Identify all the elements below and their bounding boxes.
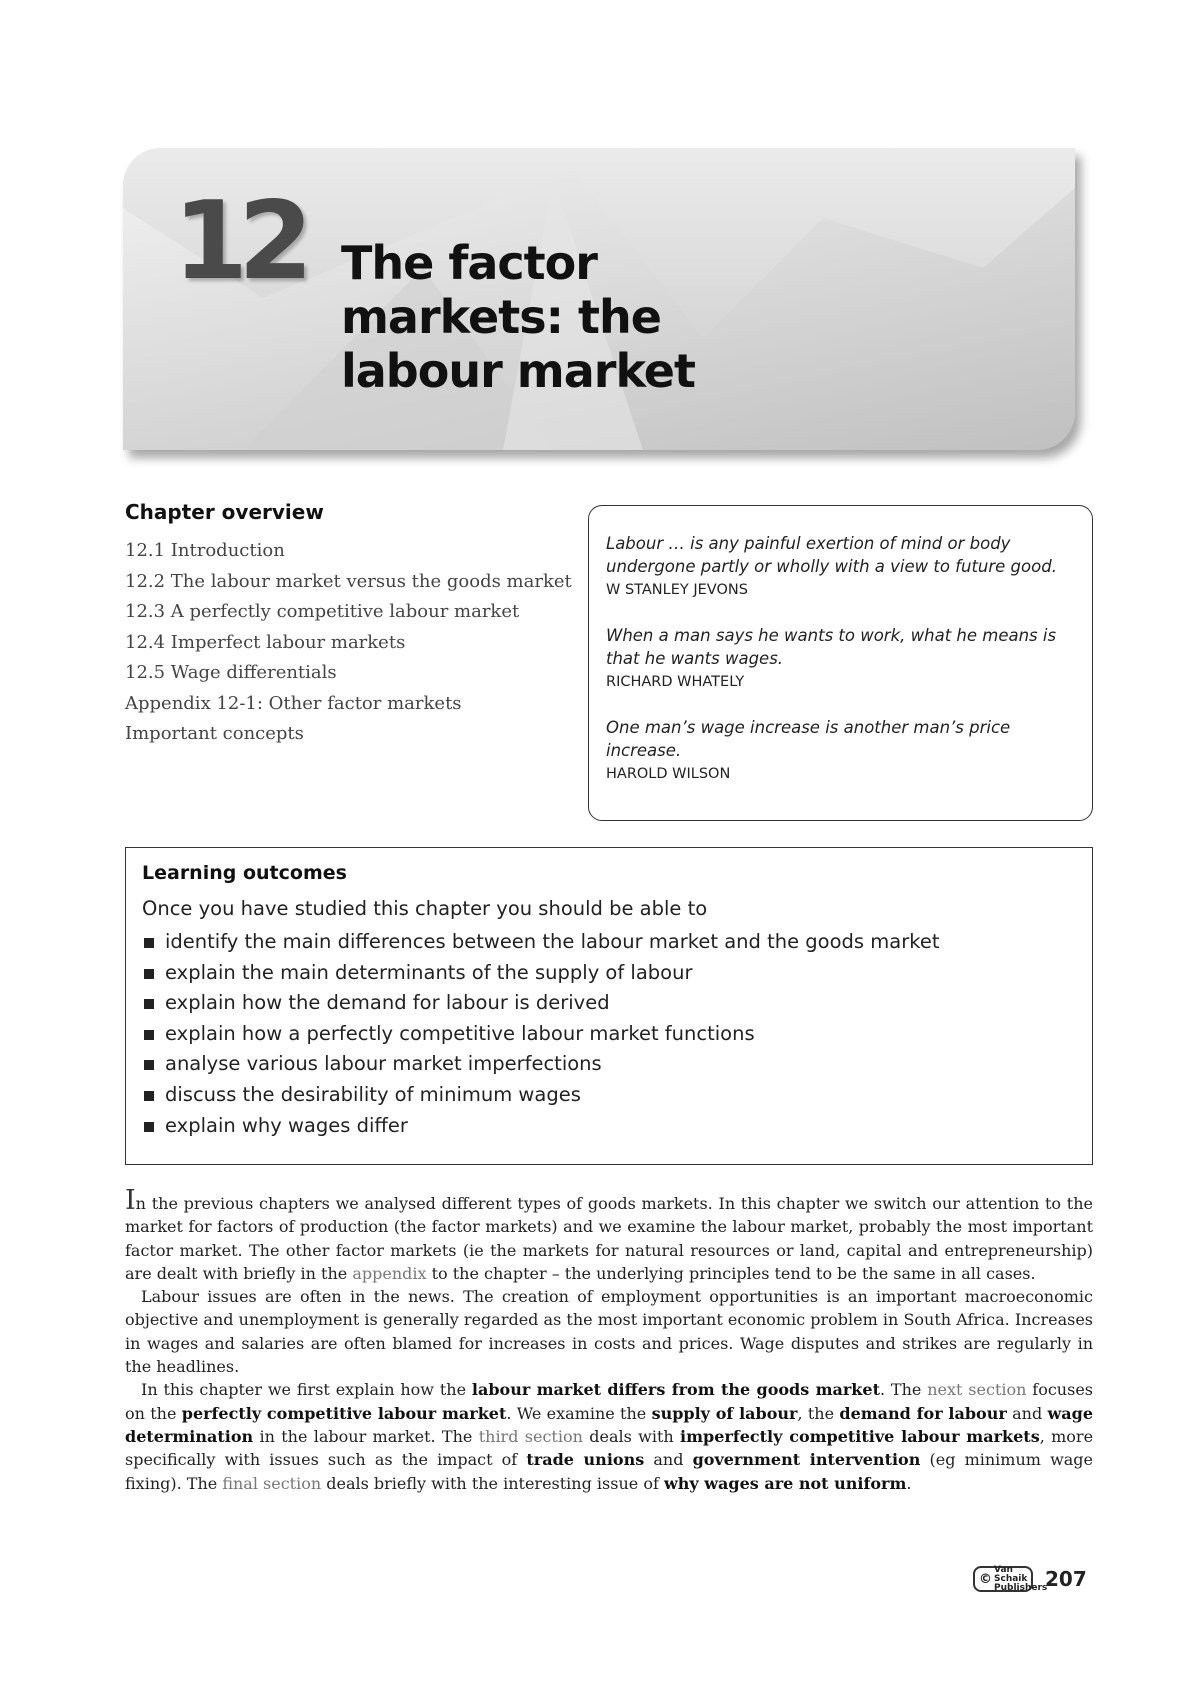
overview-item: Appendix 12-1: Other factor markets [125, 692, 462, 714]
publisher-logo-line: Van Schaik [994, 1564, 1028, 1584]
quote [606, 716, 1076, 784]
chapter-title-line: labour market [341, 344, 695, 398]
chapter-title [341, 236, 861, 398]
quote-author: RICHARD WHATELY [606, 674, 745, 690]
square-bullet-icon [144, 1060, 154, 1070]
text-run: , the [797, 1403, 840, 1423]
chapter-overview [125, 500, 585, 750]
outcomes-intro: Once you have studied this chapter you should be able to [142, 897, 708, 920]
text-run: focuses on the [125, 1380, 1094, 1423]
square-bullet-icon [144, 1091, 154, 1101]
text-run: (eg minimum wage fixing). The [125, 1450, 1094, 1493]
cross-reference-link[interactable]: final section [222, 1473, 322, 1493]
outcome-text: explain how the demand for labour is derived [165, 991, 610, 1015]
quote [606, 624, 1076, 692]
outcomes-list [142, 927, 1076, 1141]
outcome-item [142, 1080, 1076, 1111]
outcome-text: discuss the desirability of minimum wages [165, 1082, 581, 1106]
outcome-item [142, 1111, 1076, 1142]
chapter-title-line: markets: the [341, 290, 661, 344]
square-bullet-icon [144, 1030, 154, 1040]
chapter-number: 12 [173, 179, 304, 304]
text-run: and [644, 1450, 693, 1470]
paragraph [125, 1185, 1093, 1285]
quote-text: Labour … is any painful exertion of mind or body undergone partly or wholly with a view to future good. [606, 534, 1057, 576]
publisher-logo-text [994, 1566, 1047, 1593]
text-run: n the previous chapters we analysed different types of goods markets. In this chapter we switch our attention to the market for factors of production (the factor markets) and we examine the labour market, probably the most important factor market. The other factor markets (ie the markets for natural resources or land, capital and entrepreneurship) are dealt with briefly in the [125, 1194, 1093, 1283]
quotes-box [588, 505, 1093, 821]
bold-term: wage determination [125, 1403, 1094, 1446]
outcome-item [142, 927, 1076, 958]
learning-outcomes-box [125, 847, 1093, 1165]
square-bullet-icon [144, 938, 154, 948]
outcome-text: explain the main determinants of the supply of labour [165, 960, 693, 984]
bold-term: government intervention [692, 1450, 921, 1470]
square-bullet-icon [144, 999, 154, 1009]
square-bullet-icon [144, 1122, 154, 1132]
bold-term: demand for labour [839, 1403, 1007, 1423]
quote-text: One man’s wage increase is another man’s price increase. [606, 718, 1011, 760]
text-run: and [1006, 1403, 1048, 1423]
page-footer [973, 1566, 1087, 1592]
overview-heading: Chapter overview [125, 500, 324, 524]
overview-item: Important concepts [125, 723, 304, 744]
cross-reference-link[interactable]: appendix [352, 1263, 427, 1283]
overview-item: 12.5 Wage differentials [125, 662, 337, 683]
overview-item: 12.4 Imperfect labour markets [125, 631, 406, 653]
page-number: 207 [1045, 1567, 1087, 1591]
quote [606, 532, 1076, 600]
drop-cap: I [125, 1185, 136, 1216]
bold-term: trade unions [526, 1450, 645, 1470]
outcome-item [142, 988, 1076, 1019]
quote-text: When a man says he wants to work, what he means is that he wants wages. [606, 626, 1057, 668]
text-run: deals with [582, 1426, 681, 1446]
outcome-item [142, 1019, 1076, 1050]
outcome-text: analyse various labour market imperfections [165, 1052, 602, 1076]
text-run: . The [879, 1380, 928, 1400]
bold-term: labour market differs from the goods market [471, 1380, 880, 1400]
body-text [125, 1185, 1094, 1495]
text-run: to the chapter – the underlying principles tend to be the same in all cases. [426, 1263, 1036, 1283]
quote-author: W STANLEY JEVONS [606, 582, 748, 598]
copyright-icon: © [979, 1571, 992, 1587]
outcomes-heading: Learning outcomes [142, 862, 347, 884]
bold-term: imperfectly competitive labour markets [680, 1426, 1040, 1446]
outcome-text: explain how a perfectly competitive labour market functions [165, 1021, 755, 1045]
overview-item: 12.2 The labour market versus the goods market [125, 570, 572, 592]
chapter-title-line: The factor [341, 236, 597, 290]
overview-item: 12.3 A perfectly competitive labour market [125, 601, 520, 622]
bold-term: supply of labour [651, 1403, 798, 1423]
overview-list [125, 536, 585, 750]
text-run: in the labour market. The [253, 1426, 479, 1446]
paragraph: Labour issues are often in the news. The creation of employment opportunities is an important macroeconomic objective and unemployment is generally regarded as the most important economic problem in South Africa. Increases in wages and salaries are often blamed for increases in costs and prices. Wage disputes and strikes are regularly in the headlines. [125, 1287, 1093, 1377]
cross-reference-link[interactable]: third section [478, 1426, 583, 1446]
paragraph [125, 1378, 1093, 1494]
text-run: . We examine the [506, 1403, 652, 1423]
text-run: deals briefly with the interesting issue of [321, 1473, 664, 1493]
bold-term: perfectly competitive labour market [181, 1403, 507, 1423]
outcome-text: explain why wages differ [165, 1113, 408, 1137]
chapter-banner [123, 148, 1075, 450]
overview-item: 12.1 Introduction [125, 540, 285, 561]
outcome-text: identify the main differences between the labour market and the goods market [165, 930, 940, 953]
outcome-item [142, 958, 1076, 989]
quote-author: HAROLD WILSON [606, 766, 731, 782]
publisher-logo [973, 1564, 1048, 1593]
text-run: . [906, 1473, 912, 1493]
publisher-logo-line: Publishers [994, 1582, 1048, 1593]
square-bullet-icon [144, 969, 154, 979]
bold-term: why wages are not uniform [663, 1473, 907, 1493]
text-run: , more specifically with issues such as the impact of [125, 1426, 1094, 1470]
outcome-item [142, 1049, 1076, 1080]
text-run: In this chapter we first explain how the [141, 1380, 472, 1400]
cross-reference-link[interactable]: next section [927, 1380, 1027, 1400]
